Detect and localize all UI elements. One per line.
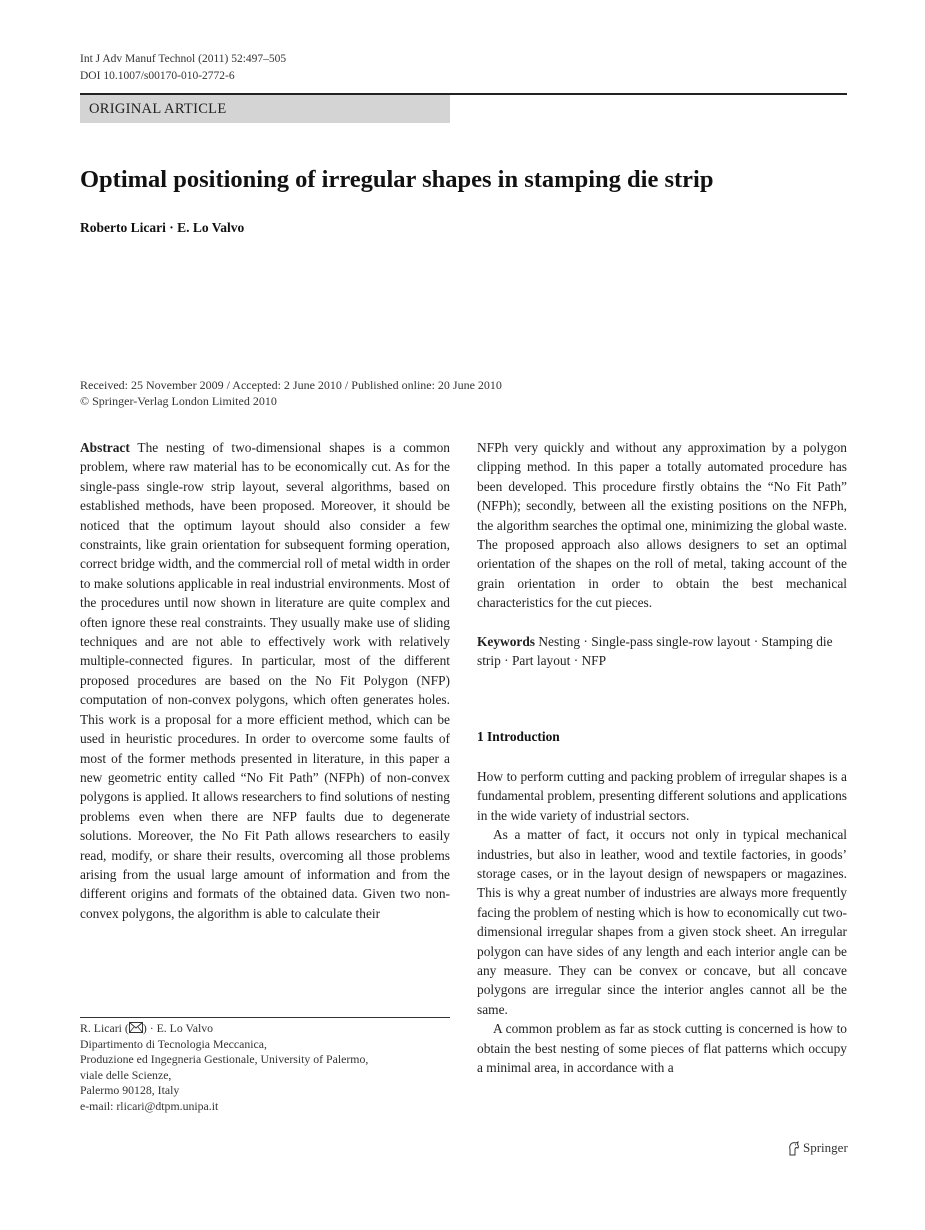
springer-horse-icon	[787, 1141, 800, 1156]
publisher-name: Springer	[803, 1140, 848, 1155]
abstract-left-column	[80, 438, 450, 923]
article-type-banner: ORIGINAL ARTICLE	[80, 95, 450, 123]
keywords-paragraph	[477, 632, 847, 671]
affiliation-university: Produzione ed Ingegneria Gestionale, University of Palermo,	[80, 1052, 369, 1067]
abstract-paragraph	[80, 438, 450, 923]
corresponding-author-name: R. Licari (	[80, 1021, 129, 1035]
footnote-rule	[80, 1017, 450, 1018]
abstract-label: Abstract	[80, 440, 130, 455]
introduction-body	[477, 767, 847, 1078]
envelope-icon	[129, 1022, 143, 1033]
author-list: Roberto Licari · E. Lo Valvo	[80, 220, 245, 235]
contact-email[interactable]: e-mail: rlicari@dtpm.unipa.it	[80, 1098, 219, 1113]
keywords-label: Keywords	[477, 633, 536, 649]
affiliation-department: Dipartimento di Tecnologia Meccanica,	[80, 1036, 267, 1051]
publisher-logo	[787, 1140, 848, 1156]
copyright-notice: © Springer-Verlag London Limited 2010	[80, 394, 277, 408]
keywords-text: Nesting · Single-pass single-row layout · Stamping die strip · Part layout · NFP	[477, 633, 833, 669]
author-affiliation	[80, 1021, 460, 1115]
abstract-text-part-1: The nesting of two-dimensional shapes is a common problem, where raw material has to be economically cut. As for the single-pass single-row strip layout, several algorithms, based on established methods, have been proposed. Moreover, it should be noticed that the optimum layout should also consider a few constraints, like grain orientation for subsequent forming operation, correct bridge width, and the commercial roll of metal width in order to make solutions applicable in real industrial environments. Most of the procedures until now shown in literature are quite complex and often ignore these real constraints. They usually make use of sliding techniques and are not able to effectively work with relatively multiple-connected figures. In particular, most of the different proposed procedures are based on the No Fit Polygon (NFP) computation of non-convex polygons, which often generates holes. This work is a proposal for a more efficient method, which can be used in heuristic procedures. In order to overcome some faults of most of the former methods presented in literature, in this paper a new geometric entity called “No Fit Path” (NFPh) of non-convex polygons is applied. It allows researchers to find solutions of nesting problems even when there are NFP faults due to degenerate solutions. Moreover, the No Fit Path allows researchers to easily read, modify, or share their results, overcoming all those problems arising from the usual large amount of information and from the different origins and formats of the obtained data. Given two non-convex polygons, the algorithm is able to calculate their	[80, 440, 450, 921]
abstract-right-column	[477, 438, 847, 670]
paper-title: Optimal positioning of irregular shapes in stamping die strip	[80, 166, 714, 193]
abstract-text-part-2: NFPh very quickly and without any approximation by a polygon clipping method. In this paper a totally automated procedure has been developed. This procedure firstly obtains the “No Fit Path” (NFPh); secondly, between all the existing positions on the NFPh, the algorithm searches the optimal one, minimizing the global waste. The proposed approach also allows designers to set an optimal orientation of the shapes on the roll of metal, taking account of the grain orientation in order to obtain the best mechanical characteristics for the cut pieces.	[477, 440, 847, 611]
doi[interactable]: DOI 10.1007/s00170-010-2772-6	[80, 70, 235, 82]
publication-history: Received: 25 November 2009 / Accepted: 2 June 2010 / Published online: 20 June 2010	[80, 378, 502, 392]
intro-paragraph-1: How to perform cutting and packing problem of irregular shapes is a fundamental problem, presenting different solutions and applications in the wide variety of industrial sectors.	[477, 769, 847, 823]
intro-paragraph-2: As a matter of fact, it occurs not only in typical mechanical industries, but also in leather, wood and textile factories, in goods’ storage cases, or in the layout design of newspapers or magazines. This is why a great number of industries are always more frequently facing the problem of nesting which is how to economically cut two-dimensional irregular shapes from a given stock sheet. An irregular polygon can have sides of any length and each interior angle can be any measure. They can be convex or concave, but all concave polygons are irregular since the interior angles cannot all be the same.	[477, 827, 847, 1017]
intro-paragraph-3: A common problem as far as stock cutting is concerned is how to obtain the best nesting of some pieces of flat patterns which occupy a minimal area, in accordance with a	[477, 1021, 847, 1076]
affiliation-street: viale delle Scienze,	[80, 1067, 172, 1082]
affiliation-city: Palermo 90128, Italy	[80, 1083, 180, 1098]
corresponding-authors	[80, 1021, 460, 1037]
co-author-name: ) · E. Lo Valvo	[142, 1021, 214, 1035]
section-heading-introduction: 1 Introduction	[477, 729, 560, 744]
journal-citation: Int J Adv Manuf Technol (2011) 52:497–505	[80, 53, 287, 65]
